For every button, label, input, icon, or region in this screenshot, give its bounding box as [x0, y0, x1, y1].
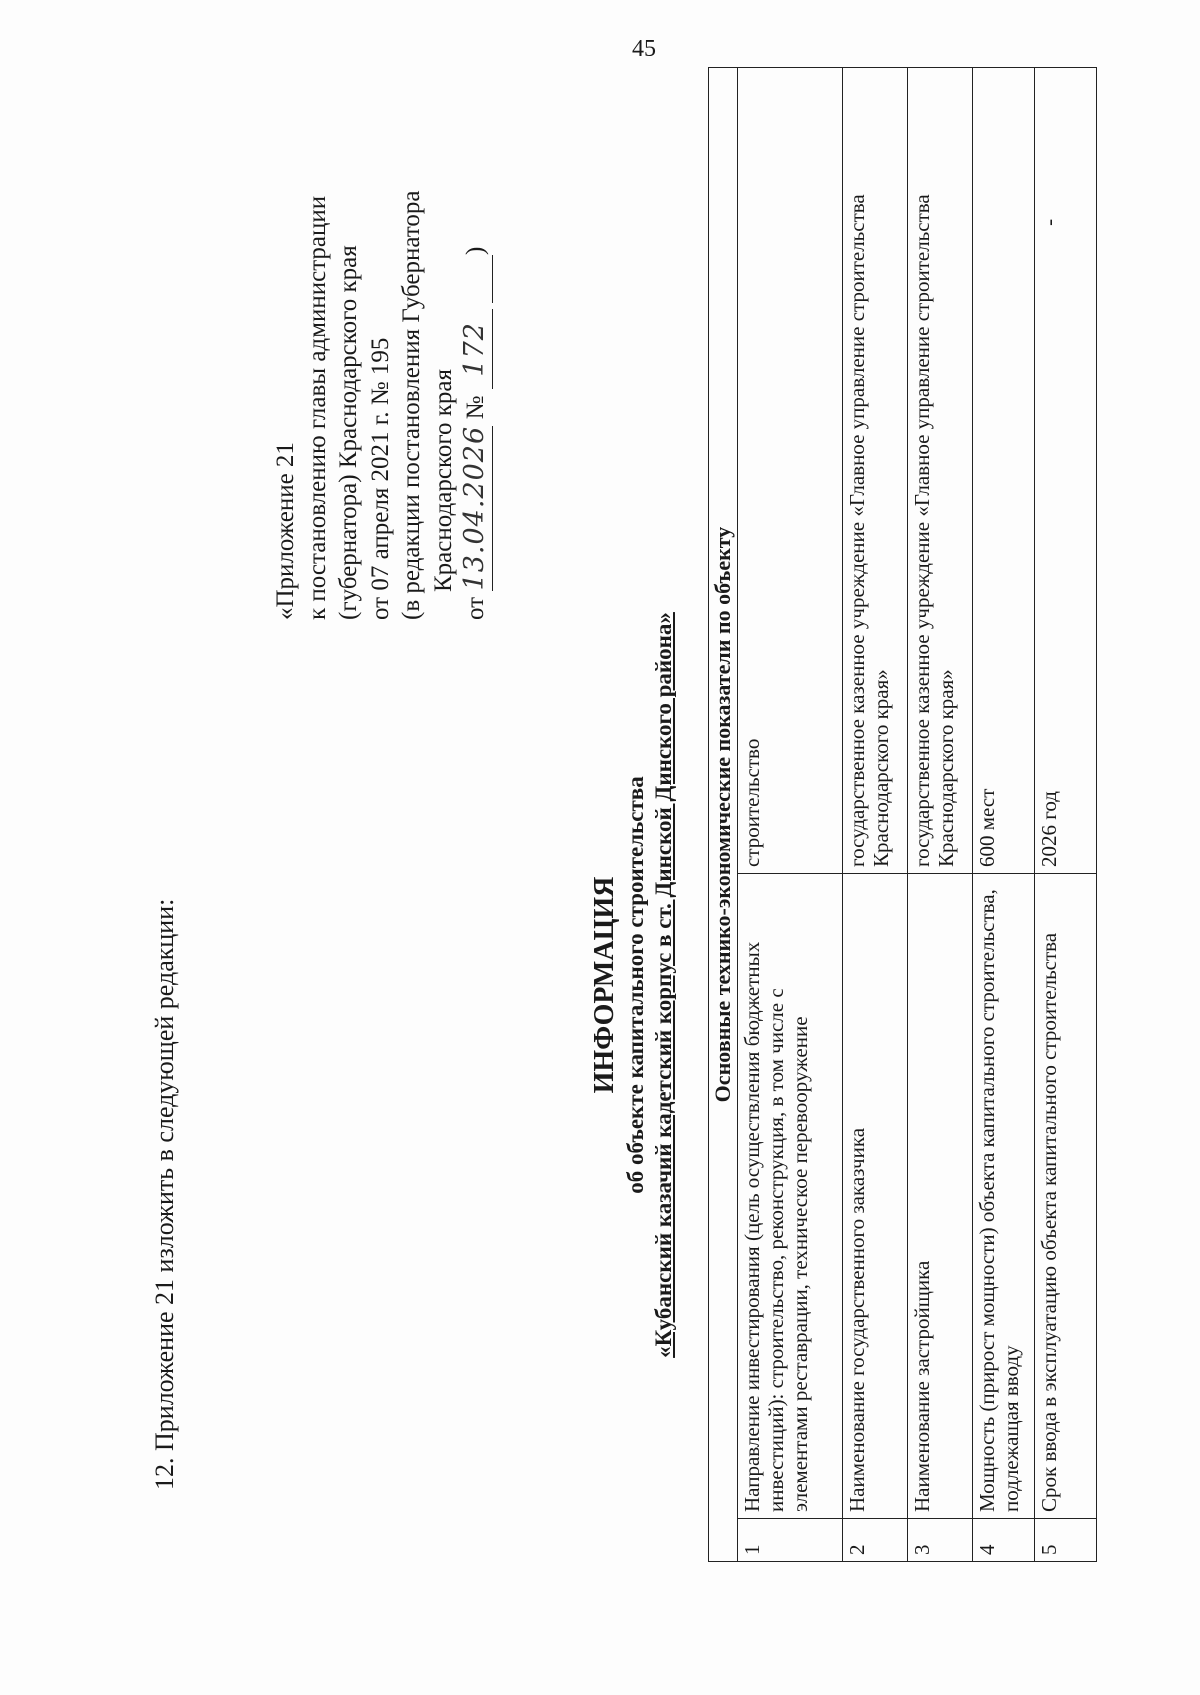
appendix-title: «Приложение 21: [272, 442, 299, 620]
row-name: Наименование государственного заказчика: [843, 874, 908, 1519]
row-value-cell: [1035, 68, 1097, 874]
intro-paragraph: 12. Приложение 21 изложить в следующей редакции:: [150, 898, 179, 1490]
row-value: государственное казенное учреждение «Главное управление строительства Краснодарского края»: [908, 68, 973, 874]
table-row: [973, 68, 1035, 1562]
number-label: №: [462, 395, 489, 420]
closing-paren: ): [462, 246, 489, 256]
from-label: от: [462, 596, 489, 620]
row-number: 1: [738, 1519, 843, 1562]
row-name: Срок ввода в эксплуатацию объекта капитального строительства: [1035, 874, 1097, 1519]
document-subheading: об объекте капитального строительства: [623, 776, 648, 1194]
appendix-header: [270, 60, 493, 620]
appendix-line: Краснодарского края: [429, 369, 457, 592]
row-number: 2: [843, 1519, 908, 1562]
row-value: 600 мест: [973, 68, 1035, 874]
row-number: 5: [1035, 1519, 1097, 1562]
table-row: [738, 68, 843, 1562]
table-row: [1035, 68, 1097, 1562]
row-value: 2026 год: [1037, 791, 1061, 867]
row-number: 3: [908, 1519, 973, 1562]
document-title-block: [588, 345, 678, 1625]
dash-mark: -: [1037, 218, 1061, 226]
object-name: «Кубанский казачий кадетский корпус в ст. Динской Динского района»: [651, 612, 676, 1358]
table-header: Основные технико-экономические показатели по объекту: [709, 68, 738, 1562]
document-heading: ИНФОРМАЦИЯ: [589, 876, 620, 1094]
blank-fill: [460, 255, 493, 303]
row-name: Наименование застройщика: [908, 874, 973, 1519]
appendix-date-line: [459, 60, 493, 620]
number-field: [459, 309, 493, 389]
date-field: [459, 426, 493, 591]
handwritten-number: 172: [459, 322, 490, 377]
appendix-line: (губернатора) Краснодарского края: [335, 245, 362, 620]
row-value: строительство: [738, 68, 843, 874]
row-name: Направление инвестирования (цель осуществления бюджетных инвестиций): строительство, реконструкция, в том числе с элементами реставрации, техническое перевооружение: [738, 874, 843, 1519]
page-number: 45: [632, 36, 656, 62]
table-row: [843, 68, 908, 1562]
row-name: Мощность (прирост мощности) объекта капитального строительства, подлежащая вводу: [973, 874, 1035, 1519]
row-number: 4: [973, 1519, 1035, 1562]
appendix-line: от 07 апреля 2021 г. № 195: [366, 337, 394, 620]
table-header-row: [709, 68, 738, 1562]
appendix-line: к постановлению главы администрации: [303, 195, 331, 620]
handwritten-date: 13.04.2026: [459, 425, 490, 591]
indicators-table: [708, 67, 1097, 1562]
row-value: государственное казенное учреждение «Главное управление строительства Краснодарского края»: [843, 68, 908, 874]
appendix-line: (в редакции постановления Губернатора: [398, 190, 425, 620]
table-row: [908, 68, 973, 1562]
